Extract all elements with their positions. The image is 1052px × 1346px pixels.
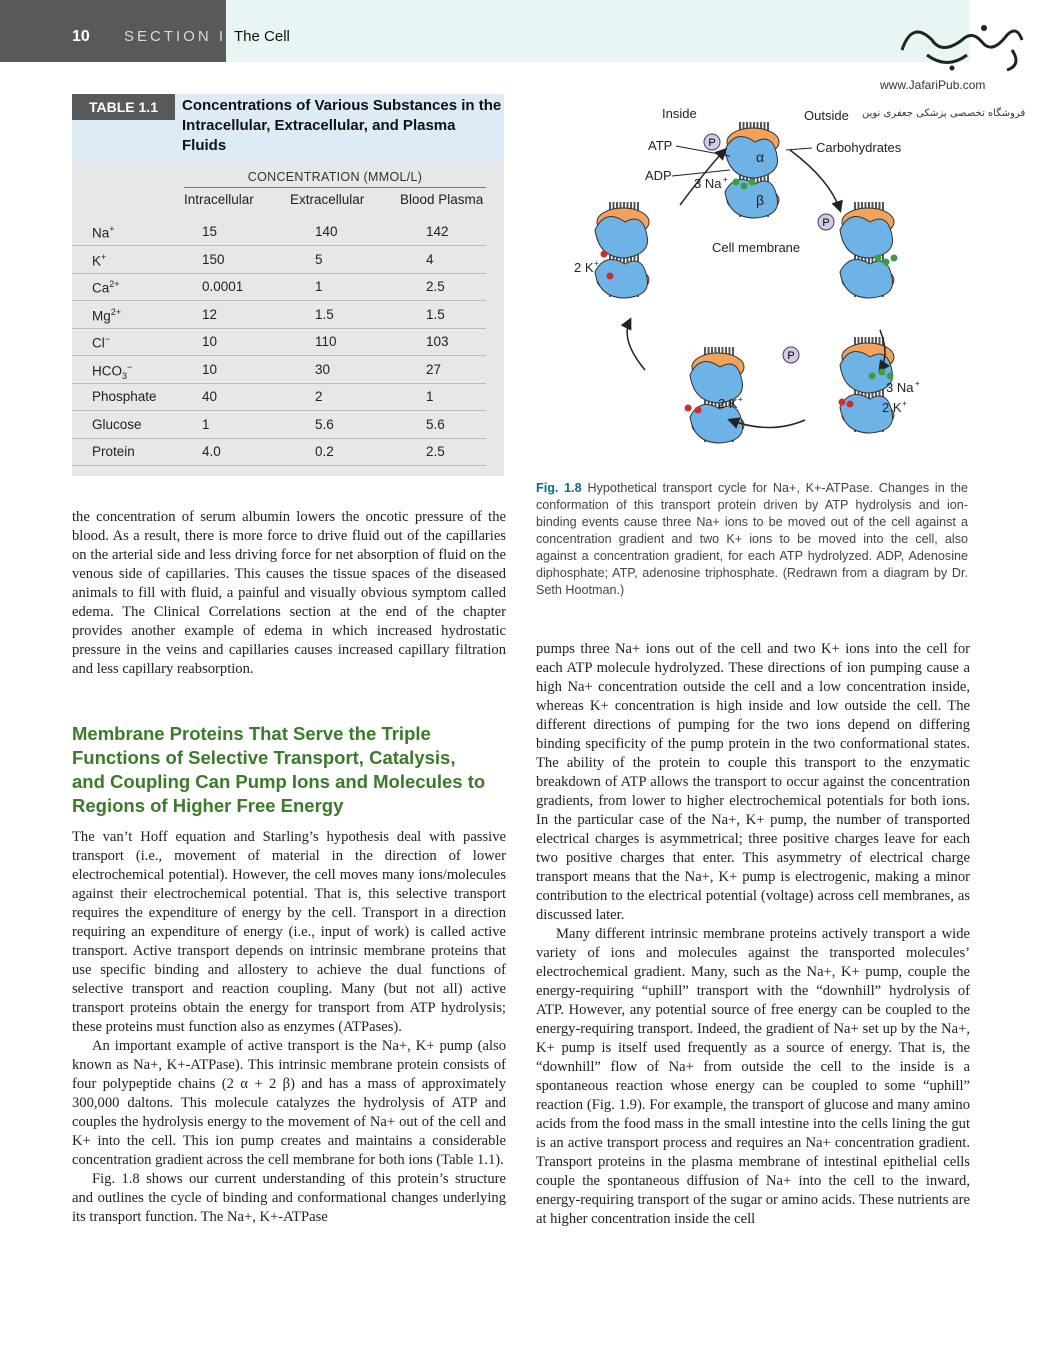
table-row-label: K+ bbox=[92, 251, 107, 268]
table-row bbox=[72, 218, 486, 246]
phosphate-marker: P bbox=[822, 217, 830, 229]
table-row-label: $Ca^{2+}$ bbox=[92, 279, 120, 296]
left-column-text-bottom bbox=[72, 828, 506, 1227]
pump-protein-icon bbox=[595, 202, 649, 298]
table-cell: 0.2 bbox=[315, 444, 334, 459]
alpha-label: α bbox=[756, 149, 765, 165]
table-cell: 1 bbox=[202, 416, 210, 432]
table-cell: 1.5 bbox=[426, 306, 445, 322]
table-cell: 4.0 bbox=[202, 444, 221, 459]
table-row-label: $HCO_3^-$ bbox=[92, 361, 133, 381]
carbohydrate-pointer bbox=[786, 148, 812, 150]
section-label: SECTION I bbox=[124, 28, 227, 45]
table-cell: 12 bbox=[202, 306, 218, 322]
table-cell: 30 bbox=[315, 361, 331, 377]
figure-caption bbox=[536, 480, 968, 599]
paragraph: the concentration of serum albumin lowers the oncotic pressure of the blood. As a result, there is more force to drive fluid out of the capillaries on the arterial side and less driving force for net absorption of fluid on the venous side of capillaries. This causes the tissue spaces of the diseased animals to fill with fluid, a painful and visually obvious symptom called edema. The Clinical Correlations section at the end of the chapter provides another example of edema in which increased hydrostatic pressure in the veins and capillaries causes increased capillary filtration and less capillary reabsorption. bbox=[72, 509, 506, 677]
na-3-label-right: 3 Na bbox=[886, 380, 914, 395]
pump-protein-icon bbox=[840, 202, 894, 298]
figure-caption-text: Hypothetical transport cycle for Na+, K+-ATPase. Changes in the conformation of this transport protein driven by ATP hydrolysis and ion-binding events cause three Na+ ions to be moved out of the cell against a concentration gradient and two K+ ions to be moved into the cell, also against a concentration gradient, for each ATP hydrolyzed. ADP, Adenosine diphosphate; ATP, adenosine triphosphate. (Redrawn from a diagram by Dr. Seth Hootman.) bbox=[536, 481, 968, 597]
col-header-extracellular: Extracellular bbox=[290, 192, 365, 207]
table-row bbox=[72, 301, 486, 329]
table-row-label: Protein bbox=[92, 444, 135, 459]
table-row bbox=[72, 383, 486, 411]
page-number: 10 bbox=[72, 28, 90, 45]
table-cell: 2.5 bbox=[426, 279, 445, 294]
table-row bbox=[72, 246, 486, 274]
header-section-block bbox=[0, 0, 226, 62]
right-column-text bbox=[536, 640, 970, 1229]
table-cell: 10 bbox=[202, 361, 218, 377]
table-cell: 5.6 bbox=[315, 416, 334, 432]
table-row-label: $Mg^{2+}$ bbox=[92, 306, 122, 323]
table-cell: 4 bbox=[426, 251, 434, 267]
table-title: Concentrations of Various Substances in the Intracellular, Extracellular, and Plasma Fluids bbox=[182, 97, 502, 154]
table-row bbox=[72, 411, 486, 439]
table-cell: 10 bbox=[202, 334, 218, 349]
pump-protein-icon bbox=[725, 122, 779, 218]
k-2-plus-bottom: + bbox=[738, 395, 743, 404]
table-cell: 1.5 bbox=[315, 306, 334, 322]
phosphate-marker: P bbox=[708, 137, 716, 149]
paragraph: The van’t Hoff equation and Starling’s hypothesis deal with passive transport (i.e., movement of material in the direction of lower electrochemical potential). However, the cell moves many ions/molecules against their electrochemical potential. That is, this selective transport requires the expenditure of energy by the cell. Transport in a direction requiring an expenditure of energy (i.e., input of work) is called active transport. Active transport depends on intrinsic membrane proteins that use specific binding and allostery to achieve the dual functions of selective transport and reaction coupling. Many (but not all) active transport proteins obtain the energy for transport from ATP hydrolysis; these proteins must function also as enzymes (ATPases). bbox=[72, 829, 506, 1035]
table-row-label: Cl− bbox=[92, 334, 111, 351]
table-cell: 27 bbox=[426, 361, 442, 377]
table-cell: 2.5 bbox=[426, 444, 445, 459]
outside-label: Outside bbox=[804, 108, 849, 123]
publisher-persian-name: فروشگاه تخصصی پزشکی جعفری نوین bbox=[862, 108, 1026, 119]
na-3-label-top: 3 Na bbox=[694, 176, 722, 191]
paragraph: pumps three Na+ ions out of the cell and two K+ ions into the cell for each ATP molecule hydrolyzed. These directions of ion pumping cause a high Na+ concentration outside the cell and a low concentration inside, whereas K+ concentration is high inside and low outside the cell. The different directions of pumping for the two ions depend on differing binding specificity of the pump protein in the two conformational states. The ability of the protein to couple this transport to the enzymatic breakdown of ATP allows the transport to occur against the concentration gradients, from lower to higher electrochemical potentials for both ions. In the particular case of the Na+, K+ pump, the number of transported electrical charges is asymmetrical; three positive charges leave for each two positive charges that enter. This asymmetry of electrical charge transport means that the Na+, K+ pump is electrogenic, making a minor contribution to the electrical potential (voltage) across cell membranes, as discussed later. bbox=[536, 641, 970, 923]
atp-pointer bbox=[676, 146, 730, 156]
table-row-label: Na+ bbox=[92, 224, 115, 241]
left-column-text-top bbox=[72, 508, 506, 679]
col-header-intracellular: Intracellular bbox=[184, 192, 254, 207]
k-2-plus-right: + bbox=[902, 399, 907, 408]
k-2-label-left: 2 K bbox=[574, 260, 594, 275]
table-cell: 150 bbox=[202, 251, 225, 267]
atp-label: ATP bbox=[648, 138, 673, 153]
k-2-plus-left: + bbox=[594, 259, 599, 268]
na-3-plus: + bbox=[723, 175, 728, 184]
table-row bbox=[72, 328, 486, 356]
cycle-arrow bbox=[790, 150, 840, 210]
table-label: TABLE 1.1 bbox=[72, 94, 175, 120]
col-header-blood-plasma: Blood Plasma bbox=[400, 192, 484, 207]
section-heading: Membrane Proteins That Serve the Triple Functions of Selective Transport, Catalysis, and Coupling Can Pump Ions and Molecules to Regions of Higher Free Energy bbox=[72, 723, 486, 816]
table-cell: 5.6 bbox=[426, 416, 445, 432]
table-row bbox=[72, 438, 486, 466]
phosphate-marker: P bbox=[787, 350, 795, 362]
carbohydrates-label: Carbohydrates bbox=[816, 140, 902, 155]
table-row bbox=[72, 273, 486, 301]
table-cell: 2 bbox=[315, 389, 323, 404]
paragraph: Fig. 1.8 shows our current understanding of this protein’s structure and outlines the cycle of binding and conformational changes underlying its transport function. The Na+, K+-ATPase bbox=[72, 1171, 506, 1225]
beta-label: β bbox=[756, 192, 765, 208]
paragraph: Many different intrinsic membrane proteins actively transport a wide variety of ions and molecules against the transported molecules’ electrochemical gradient. Many, such as the Na+, K+ pump, couple the energy-requiring “uphill” transport with the “downhill” hydrolysis of ATP. However, any potential source of free energy can be coupled to the energy-requiring transport. Indeed, the gradient of Na+ set up by the Na+, K+ pump is itself used frequently as a source of energy. That is, the “downhill” flow of Na+ from outside the cell to the inside is a spontaneous reaction whose energy can be coupled to some “uphill” reaction (Fig. 1.9). For example, the transport of glucose and many amino acids from the food mass in the small intestine into the cells lining the gut is an active transport process and requires an Na+ concentration gradient. Transport proteins in the plasma membrane of intestinal epithelial cells couple the spontaneous diffusion of Na+ into the cell to the inward, energy-requiring transport of the sugar or amino acids. These nutrients are at higher concentration inside the cell bbox=[536, 926, 970, 1227]
table-cell: 5 bbox=[315, 251, 323, 267]
concentration-table bbox=[72, 94, 504, 476]
na-k-atpase-cycle-diagram bbox=[560, 90, 970, 470]
table-cell: 15 bbox=[202, 224, 218, 239]
table-row-label: Phosphate bbox=[92, 389, 157, 404]
table-cell: 142 bbox=[426, 224, 449, 239]
adp-label: ADP bbox=[645, 168, 672, 183]
table-row bbox=[72, 356, 486, 384]
cycle-arrow bbox=[627, 320, 645, 370]
table-cell: 140 bbox=[315, 224, 338, 239]
table-cell: 0.0001 bbox=[202, 279, 244, 294]
chapter-title: The Cell bbox=[234, 28, 290, 45]
publisher-url: www.JafariPub.com bbox=[880, 78, 986, 92]
table-cell: 1 bbox=[426, 389, 434, 404]
cell-membrane-label: Cell membrane bbox=[712, 240, 801, 255]
na-3-plus-right: + bbox=[915, 379, 920, 388]
paragraph: An important example of active transport is the Na+, K+ pump (also known as Na+, K+-ATPase). This intrinsic membrane protein consists of four polypeptide chains (2 α + 2 β) and has a mass of approximately 300,000 daltons. This molecule catalyzes the hydrolysis of ATP and couples the hydrolysis energy to the movement of Na+ out of the cell and K+ into the cell. This ion pump creates and maintains a considerable concentration gradient across the cell membrane for both ions (Table 1.1). bbox=[72, 1038, 506, 1168]
table-cell: 103 bbox=[426, 334, 449, 349]
table-group-header: CONCENTRATION (MMOL/L) bbox=[184, 170, 486, 188]
table-cell: 40 bbox=[202, 389, 218, 404]
figure-caption-label: Fig. 1.8 bbox=[536, 481, 582, 495]
k-2-label-right: 2 K bbox=[882, 400, 902, 415]
pump-protein-icon bbox=[690, 347, 744, 443]
k-2-label-bottom: 2 K bbox=[718, 396, 738, 411]
table-row-label: Glucose bbox=[92, 416, 142, 432]
table-cell: 1 bbox=[315, 279, 323, 294]
inside-label: Inside bbox=[662, 106, 697, 121]
table-cell: 110 bbox=[315, 334, 337, 349]
